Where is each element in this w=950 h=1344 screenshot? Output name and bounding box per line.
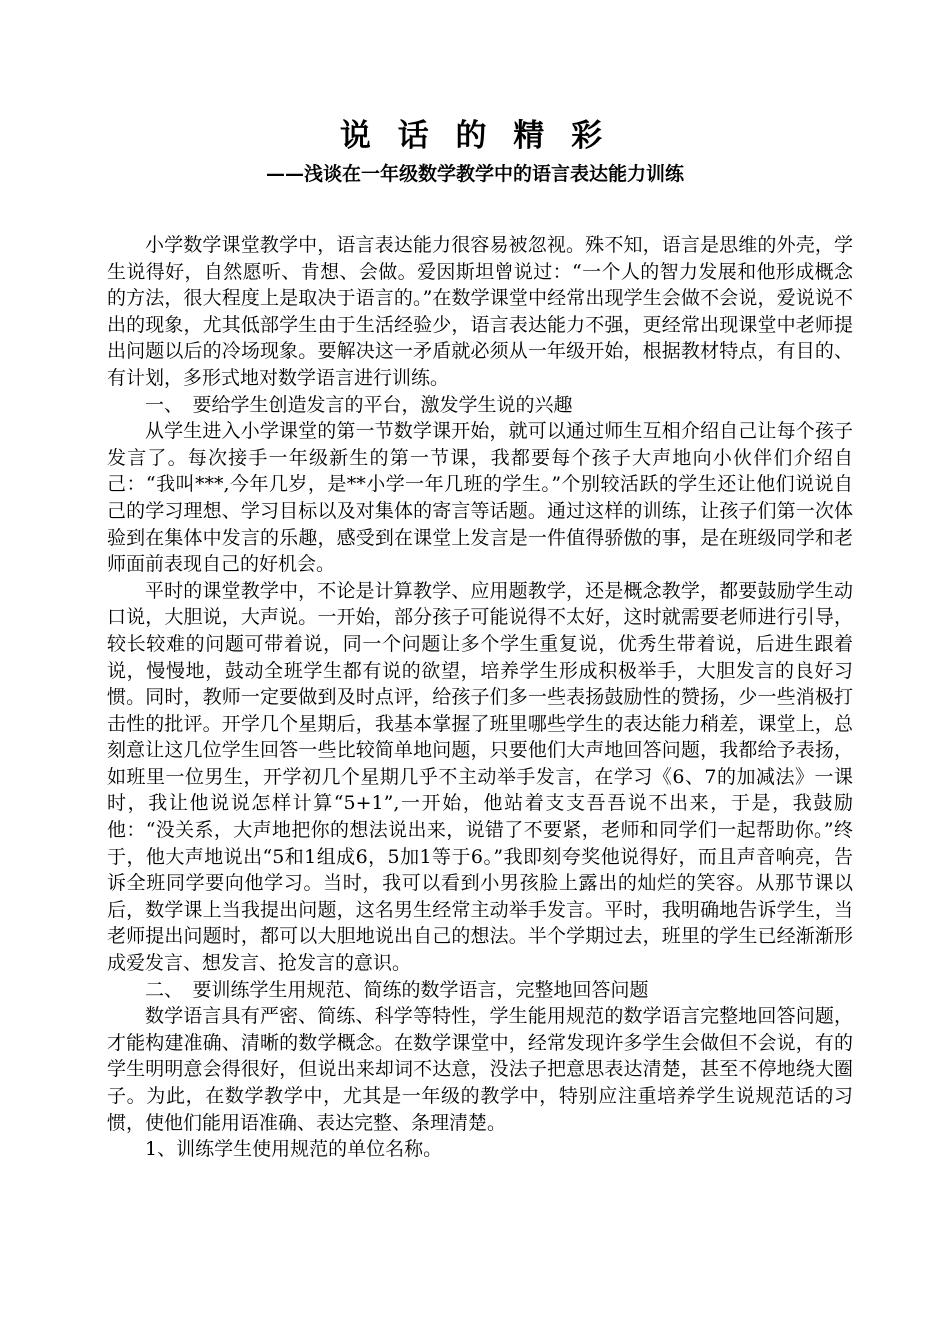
document-subtitle: ——浅谈在一年级数学教学中的语言表达能力训练 [265,163,684,185]
section-heading-1: 一、 要给学生创造发言的平台，激发学生说的兴趣 [145,393,573,416]
section-heading-2: 二、 要训练学生用规范、简练的数学语言，完整地回答问题 [145,978,649,1001]
paragraph: 平时的课堂教学中，不论是计算教学、应用题教学，还是概念教学，都要鼓励学生动口说，大胆说，大声说。一开始，部分孩子可能说得不太好，这时就需要老师进行引导，较长较难的问题可带着说，同一个问题让多个学生重复说，优秀生带着说，后进生跟着说，慢慢地，鼓动全班学生都有说的欲望，培养学生形成积极举手，大胆发言的良好习惯。同时，教师一定要做到及时点评，给孩子们多一些表扬鼓励性的赞扬，少一些消极打击性的批评。开学几个星期后，我基本掌握了班里哪些学生的表达能力稍差，课堂上，总刻意让这几位学生回答一些比较简单地问题，只要他们大声地回答问题，我都给予表扬，如班里一位男生，开学初几个星期几乎不主动举手发言，在学习《6、7的加减法》一课时，我让他说说怎样计算“5+1”,一开始，他站着支支吾吾说不出来，于是，我鼓励他：“没关系，大声地把你的想法说出来，说错了不要紧，老师和同学们一起帮助你。”终于，他大声地说出“5和1组成6，5加1等于6。”我即刻夸奖他说得好，而且声音响亮，告诉全班同学要向他学习。当时，我可以看到小男孩脸上露出的灿烂的笑容。从那节课以后，数学课上当我提出问题，这名男生经常主动举手发言。平时，我明确地告诉学生，当老师提出问题时，都可以大胆地说出自己的想法。半个学期过去，班里的学生已经渐渐形成爱发言、想发言、抢发言的意识。 [107,579,853,975]
paragraph: 数学语言具有严密、简练、科学等特性，学生能用规范的数学语言完整地回答问题，才能构建准确、清晰的数学概念。在数学课堂中，经常发现许多学生会做但不会说，有的学生明明意会得很好，但说出来却词不达意，没法子把意思表达清楚，甚至不停地绕大圈子。为此，在数学教学中，尤其是一年级的教学中，特别应注重培养学生说规范话的习惯，使他们能用语准确、表达完整、条理清楚。 [107,1005,853,1134]
document-body [107,232,853,1163]
sub-heading-1: 1、训练学生使用规范的单位名称。 [145,1138,443,1161]
paragraph: 从学生进入小学课堂的第一节数学课开始，就可以通过师生互相介绍自己让每个孩子发言了。每次接手一年级新生的第一节课，我都要每个孩子大声地向小伙伴们介绍自己：“我叫***,今年几岁，是**小学一年几班的学生。”个别较活跃的学生还让他们说说自己的学习理想、学习目标以及对集体的寄言等话题。通过这样的训练，让孩子们第一次体验到在集体中发言的乐趣，感受到在课堂上发言是一件值得骄傲的事，是在班级同学和老师面前表现自己的好机会。 [107,420,853,576]
paragraph-intro: 小学数学课堂教学中，语言表达能力很容易被忽视。殊不知，语言是思维的外壳，学生说得好，自然愿听、肯想、会做。爱因斯坦曾说过：“一个人的智力发展和他形成概念的方法，很大程度上是取决于语言的。”在数学课堂中经常出现学生会做不会说，爱说说不出的现象，尤其低部学生由于生活经验少，语言表达能力不强，更经常出现课堂中老师提出问题以后的冷场现象。要解决这一矛盾就必须从一年级开始，根据教材特点，有目的、有计划，多形式地对数学语言进行训练。 [107,234,853,389]
document-title: 说 话 的 精 彩 [339,118,611,154]
